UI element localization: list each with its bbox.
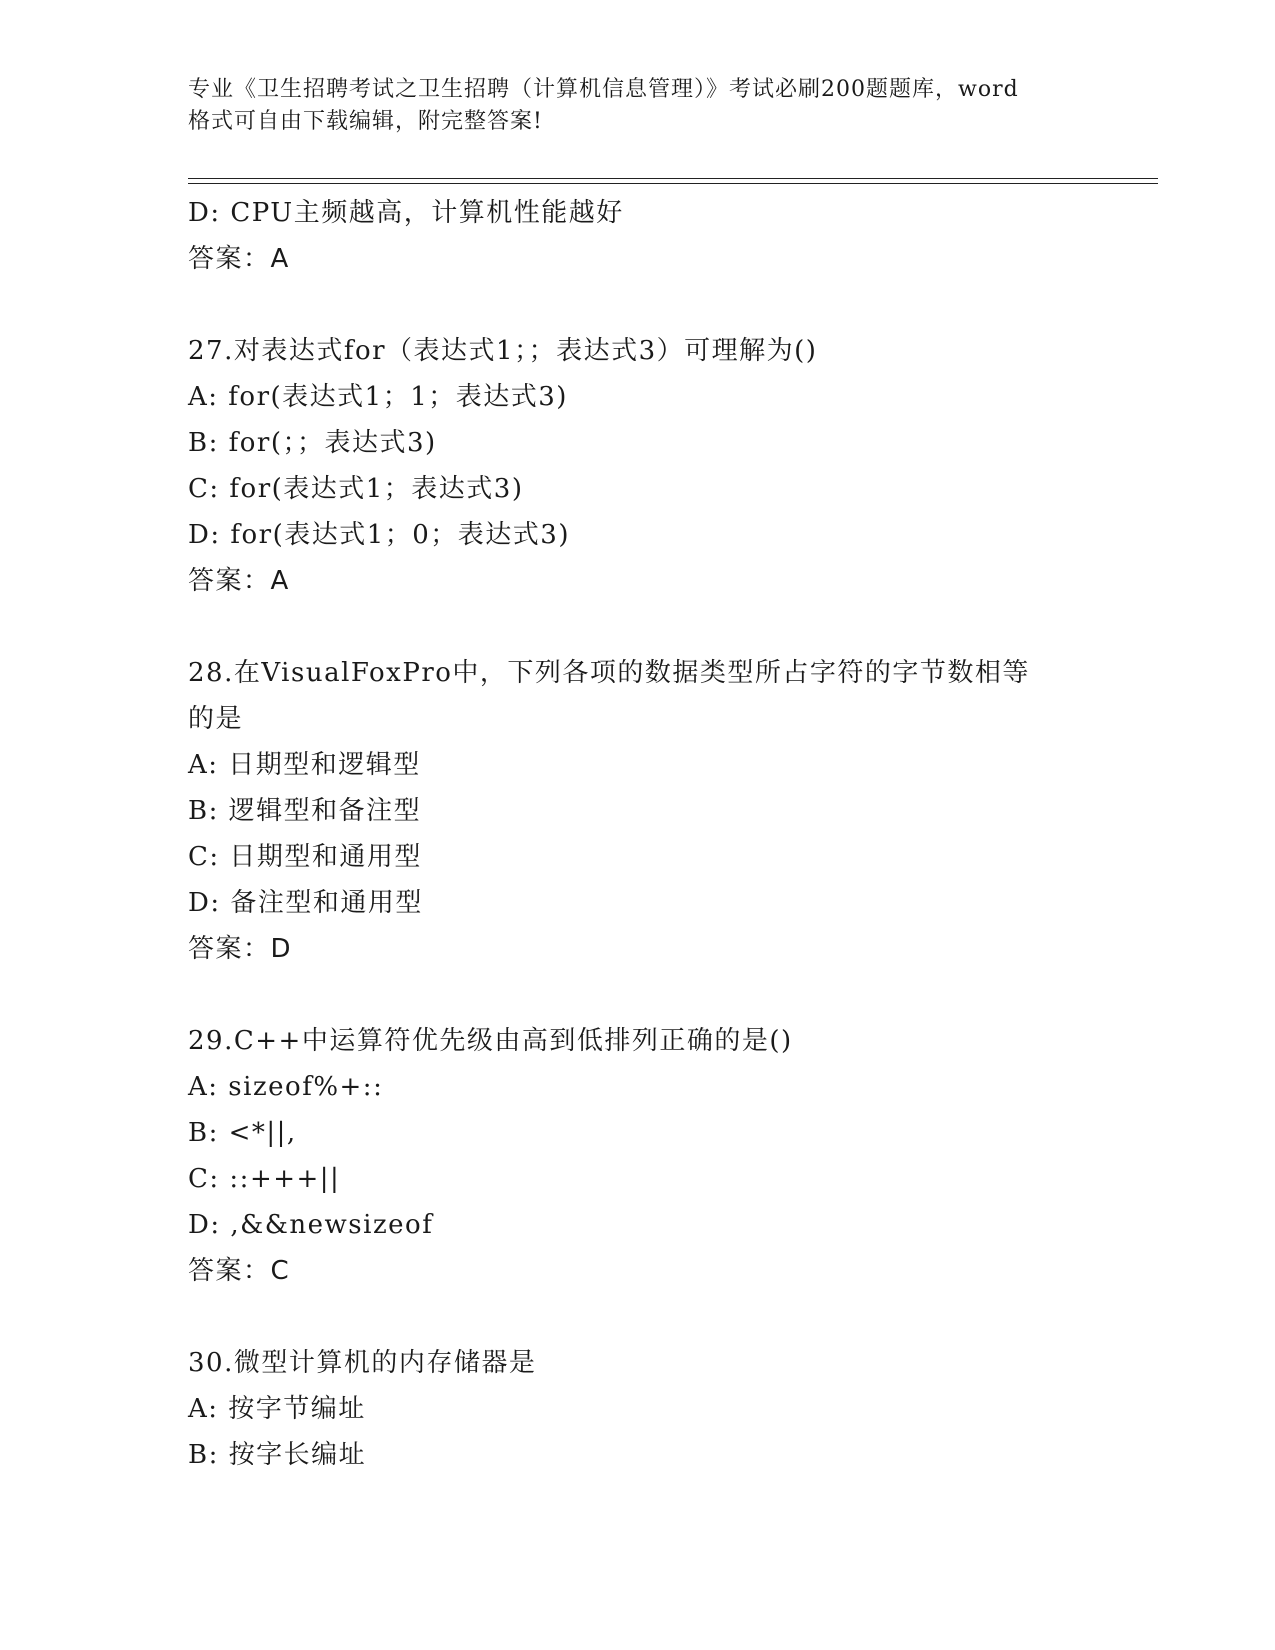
header-line-2: 格式可自由下载编辑，附完整答案! — [188, 109, 543, 134]
q30-option-b: B: 按字长编址 — [188, 1440, 367, 1470]
q28-question-line-2: 的是 — [188, 704, 244, 734]
q26-answer: 答案：A — [188, 244, 290, 274]
q28-option-c: C: 日期型和通用型 — [188, 842, 422, 872]
q29-answer: 答案：C — [188, 1256, 291, 1286]
q27-answer: 答案：A — [188, 566, 290, 596]
header-divider-bottom — [188, 183, 1158, 184]
q29-option-b: B: <*||, — [188, 1118, 297, 1148]
q29-option-d: D: ,&&newsizeof — [188, 1210, 434, 1240]
spacer — [188, 604, 1188, 650]
q29-option-a: A: sizeof%+:: — [188, 1072, 384, 1102]
q27-question: 27.对表达式for（表达式1；；表达式3）可理解为() — [188, 336, 818, 366]
header-divider-top — [188, 178, 1158, 179]
q26-option-d: D: CPU主频越高，计算机性能越好 — [188, 198, 624, 228]
q28-option-b: B: 逻辑型和备注型 — [188, 796, 422, 826]
question-list — [188, 190, 1188, 1478]
spacer — [188, 972, 1188, 1018]
q28-answer: 答案：D — [188, 934, 293, 964]
spacer — [188, 1294, 1188, 1340]
q28-option-a: A: 日期型和逻辑型 — [188, 750, 421, 780]
header-line-1: 专业《卫生招聘考试之卫生招聘（计算机信息管理）》考试必刷200题题库，word — [188, 77, 1019, 102]
q30-question: 30.微型计算机的内存储器是 — [188, 1348, 537, 1378]
q28-question-line-1: 28.在VisualFoxPro中，下列各项的数据类型所占字符的字节数相等 — [188, 658, 1030, 688]
q28-option-d: D: 备注型和通用型 — [188, 888, 423, 918]
q30-option-a: A: 按字节编址 — [188, 1394, 366, 1424]
q27-option-a: A: for(表达式1；1；表达式3) — [188, 382, 568, 412]
q29-option-c: C: ::+++|| — [188, 1164, 341, 1194]
q27-option-d: D: for(表达式1；0；表达式3) — [188, 520, 570, 550]
q27-option-c: C: for(表达式1；表达式3) — [188, 474, 524, 504]
spacer — [188, 282, 1188, 328]
document-header — [188, 74, 1088, 138]
q29-question: 29.C++中运算符优先级由高到低排列正确的是() — [188, 1026, 793, 1056]
q27-option-b: B: for(；；表达式3) — [188, 428, 437, 458]
